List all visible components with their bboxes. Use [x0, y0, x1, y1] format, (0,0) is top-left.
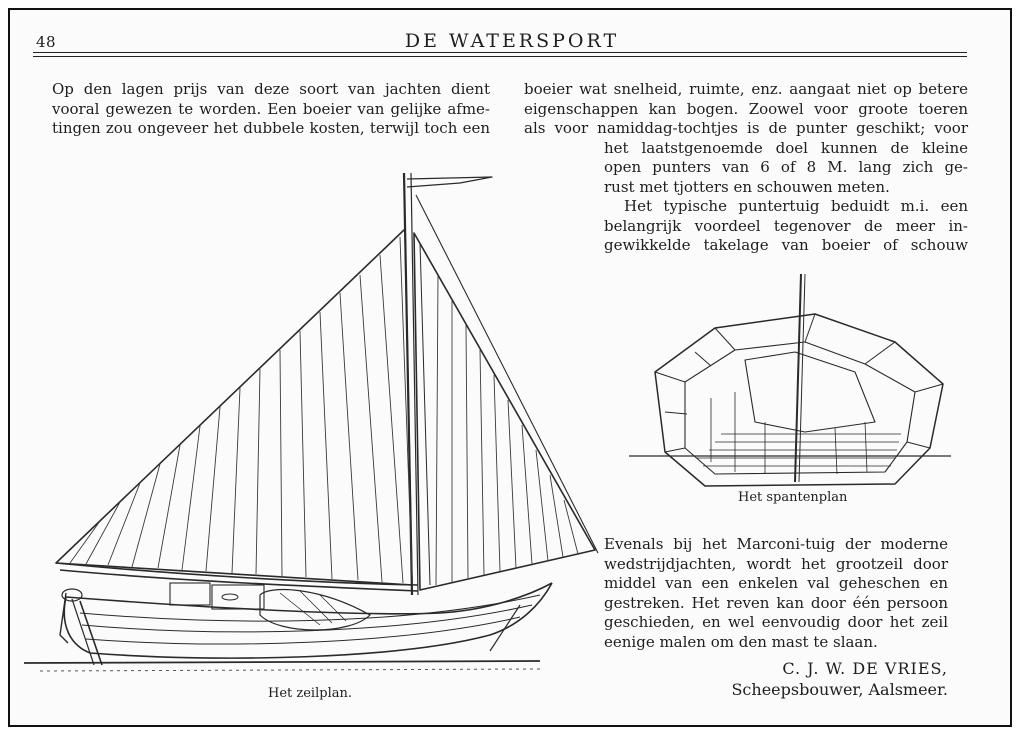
text-line: als voor namiddag-tochtjes is de punter geschikt; voor — [524, 119, 968, 137]
left-column-text — [52, 80, 490, 139]
text-line: het laatstgenoemde doel kunnen de kleine — [604, 138, 968, 157]
text-line: open punters van 6 of 8 M. lang zich ge- — [604, 158, 968, 176]
text-line: eenige malen om den mast te slaan. — [604, 632, 878, 651]
frames-plan-drawing — [625, 272, 955, 492]
text-line: vooral gewezen te worden. Een boeier van gelijke afme- — [52, 99, 490, 118]
text-line: Op den lagen prijs van deze soort van jachten dient — [52, 80, 490, 98]
author-name: C. J. W. DE VRIES, — [782, 659, 948, 678]
text-line: belangrijk voordeel tegenover de meer in- — [604, 216, 968, 235]
right-column-bottom-text — [604, 535, 948, 652]
frames-plan-caption: Het spantenplan — [738, 490, 848, 505]
author-title: Scheepsbouwer, Aalsmeer. — [731, 680, 948, 699]
text-line: Evenals bij het Marconi-tuig der moderne — [604, 535, 948, 553]
header-rule-thin — [33, 56, 967, 57]
running-head: DE WATERSPORT — [404, 30, 620, 52]
text-line: gestreken. Het reven kan door één persoon — [604, 593, 948, 612]
text-line: Het typische puntertuig beduidt m.i. een — [624, 197, 968, 215]
text-line: tingen zou ongeveer het dubbele kosten, terwijl toch een — [52, 119, 490, 137]
sail-plan-caption: Het zeilplan. — [268, 686, 352, 701]
page-number: 48 — [36, 33, 57, 51]
text-line: geschieden, en wel eenvoudig door het zeil — [604, 613, 948, 631]
header-rule-thick — [33, 52, 967, 53]
text-line: gewikkelde takelage van boeier of schouw — [604, 236, 968, 254]
text-line: wedstrijdjachten, wordt het grootzeil door — [604, 554, 948, 573]
text-line: middel van een enkelen val geheschen en — [604, 574, 948, 592]
text-line: eigenschappen kan bogen. Zoowel voor groote toeren — [524, 99, 968, 118]
text-line: boeier wat snelheid, ruimte, enz. aangaat niet op betere — [524, 80, 968, 98]
text-line: rust met tjotters en schouwen meten. — [604, 177, 890, 196]
sail-plan-drawing — [20, 165, 610, 685]
